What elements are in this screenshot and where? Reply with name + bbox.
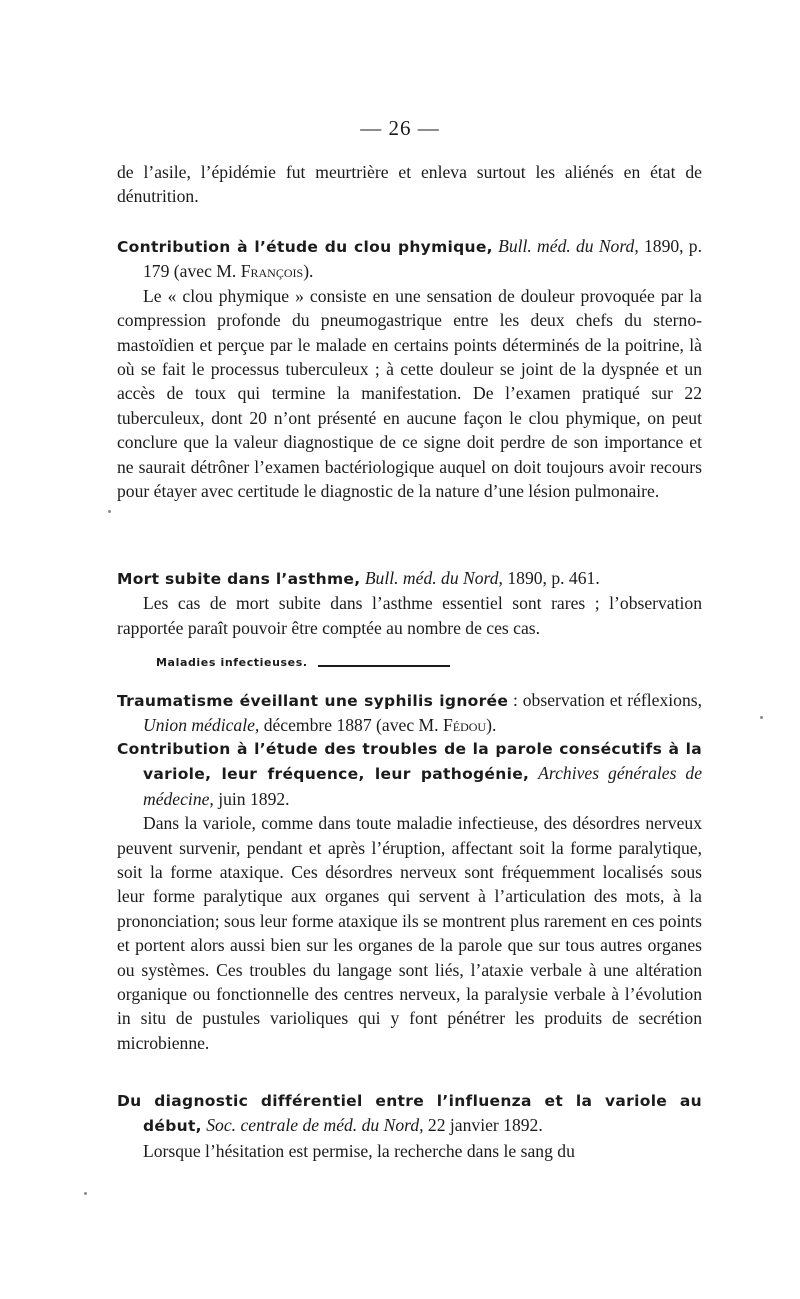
entry-source: Bull. méd. du Nord, [498, 236, 639, 256]
section-rule [318, 665, 450, 667]
entry-source: Archives générales de médecine, [143, 763, 702, 809]
entry-influenza-variole [117, 1088, 702, 1163]
entry-title: Traumatisme éveillant une syphilis ignorée [117, 692, 509, 710]
entry-details: 22 janvier 1892. [423, 1115, 543, 1136]
entry-body: Le « clou phymique » consiste en une sensation de douleur provoquée par la compression profonde du pneumogastrique entre les deux chefs du sterno-mastoïdien et perçue par le malade en certains points déterminés de la poitrine, là où se fait le processus tuberculeux ; à cette douleur se joint de la dyspnée et un accès de toux qui termine la manifestation. De l’examen pratiqué sur 22 tuberculeux, dont 20 n’ont présenté en aucune façon le clou phymique, on peut conclure que la valeur diagnostique de ce signe doit perdre de son importance et ne saurait détrôner l’examen bactériologique auquel on doit toujours avoir recours pour étayer avec certitude le diagnostic de la nature d’une lésion pulmonaire. [117, 285, 702, 502]
entry-details: 1890, p. 179 (avec M. [143, 236, 702, 282]
entry-heading [117, 688, 702, 738]
scan-speck [108, 510, 111, 513]
entry-heading [117, 736, 702, 811]
scan-speck [760, 716, 763, 719]
entry-body: Dans la variole, comme dans toute maladie infectieuse, des désordres nerveux peuvent survenir, pendant et après l’éruption, affectant soit la forme paralytique, soit la forme ataxique. Ces désordres nerveux sont fréquemment localisés sous leur forme paralytique aux organes qui servent à l’articulation des mots, à la prononciation; sous leur forme ataxique ils se montrent plus rarement en ces points et portent alors aussi bien sur les organes de la parole que sur tous autres organes ou systèmes. Ces troubles du langage sont liés, l’ataxie verbale à une altération organique ou fonctionnelle des centres nerveux, la paralysie verbale à l’évolution in situ de pustules varioliques qui y font pénétrer les produits de secrétion microbienne. [117, 813, 702, 1053]
entry-title: Mort subite dans l’asthme, [117, 570, 361, 588]
entry-details: : observation et réflexions, [508, 690, 702, 710]
section-header [156, 656, 450, 669]
entry-body: Les cas de mort subite dans l’asthme essentiel sont rares ; l’observation rapportée paraît pouvoir être comptée au nombre de ces cas. [117, 593, 702, 638]
entry-syphilis [117, 688, 702, 738]
entry-source: Bull. méd. du Nord, [364, 568, 503, 588]
entry-clou-phymique [117, 234, 702, 503]
entry-details-end: ). [486, 715, 497, 736]
entry-coauthor: François [240, 261, 304, 282]
continuation-text: de l’asile, l’épidémie fut meurtrière et enleva surtout les aliénés en état de dénutrition. [117, 162, 702, 207]
entry-coauthor: Fédou [442, 715, 487, 736]
entry-details: 1890, p. 461. [502, 568, 600, 588]
entry-title: Contribution à l’étude des troubles de la parole consécutifs à la variole, leur fréquence, leur pathogénie, [117, 740, 702, 784]
entry-details-mid: décembre 1887 (avec M. [259, 715, 443, 736]
entry-details-end: ). [303, 261, 314, 282]
entry-mort-subite-asthme [117, 566, 702, 640]
entry-heading [117, 234, 702, 284]
entry-body: Lorsque l’hésitation est permise, la recherche dans le sang du [143, 1140, 575, 1161]
continuation-paragraph [117, 160, 702, 209]
entry-source: Union médicale, [143, 715, 260, 736]
scan-speck [84, 1192, 87, 1195]
entry-title: Contribution à l’étude du clou phymique, [117, 238, 493, 256]
entry-title: Du diagnostic différentiel entre l’influenza et la variole au début, [117, 1092, 702, 1136]
entry-details: juin 1892. [213, 788, 290, 809]
page-number: — 26 — [360, 116, 440, 140]
entry-heading [117, 1088, 702, 1139]
entry-troubles-parole-variole [117, 736, 702, 1055]
entry-heading [117, 566, 702, 591]
entry-source: Soc. centrale de méd. du Nord, [206, 1115, 424, 1136]
section-label: Maladies infectieuses. [156, 656, 308, 669]
